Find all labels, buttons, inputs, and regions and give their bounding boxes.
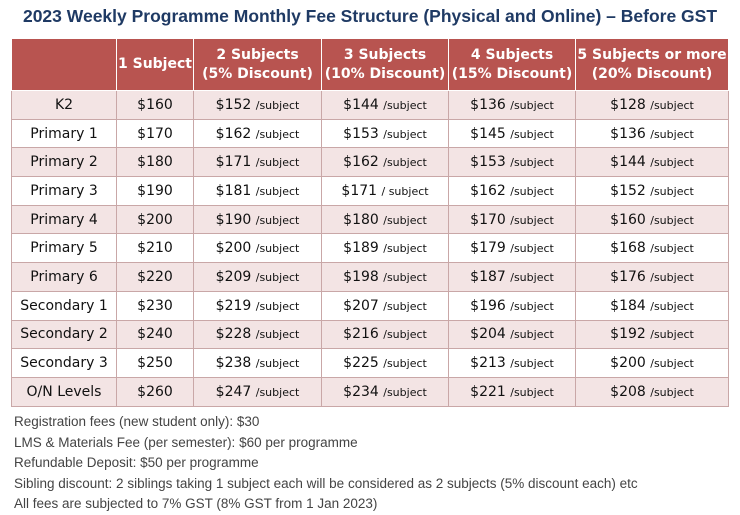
level-cell: K2: [12, 91, 117, 120]
fee-price: $171: [215, 154, 252, 171]
fee-unit: /subject: [255, 357, 300, 371]
fee-price: $207: [343, 297, 379, 314]
fee-cell: [576, 234, 729, 263]
fee-cell: [576, 148, 729, 177]
fee-price: $204: [470, 326, 506, 343]
header-row: [12, 39, 729, 91]
fee-price: $198: [343, 268, 379, 285]
fee-price: $250: [137, 355, 173, 372]
table-row: [12, 91, 729, 120]
fee-unit: /subject: [510, 127, 554, 141]
fee-cell: [449, 377, 576, 406]
fee-price: $210: [137, 240, 173, 257]
column-header-line1: 1 Subject: [118, 56, 192, 72]
fee-table-header: [12, 39, 729, 91]
fee-cell: [449, 205, 576, 234]
fee-unit: /subject: [255, 213, 300, 227]
fee-unit: /subject: [510, 357, 554, 371]
fee-cell: [322, 234, 449, 263]
fee-price: $240: [137, 326, 173, 343]
fee-unit: /subject: [383, 127, 427, 141]
fee-price: $152: [215, 96, 252, 113]
fee-cell: [576, 291, 729, 320]
fee-unit: /subject: [383, 213, 427, 227]
fee-cell: [194, 349, 322, 378]
column-header: [117, 39, 194, 91]
fee-cell: [576, 205, 729, 234]
fee-cell: [194, 291, 322, 320]
fee-price: $247: [215, 383, 252, 400]
fee-cell: [576, 377, 729, 406]
fee-cell: [117, 177, 194, 206]
table-row: [12, 263, 729, 292]
table-row: [12, 177, 729, 206]
fee-price: $260: [137, 383, 173, 400]
column-header: [449, 39, 576, 91]
fee-cell: [194, 320, 322, 349]
fee-price: $184: [610, 297, 646, 314]
table-row: [12, 291, 729, 320]
fee-price: $153: [343, 125, 379, 142]
fee-unit: /subject: [650, 156, 694, 170]
fee-price: $208: [610, 383, 646, 400]
fee-price: $190: [215, 211, 252, 228]
column-header-line2: (10% Discount): [324, 65, 446, 82]
fee-price: $168: [610, 240, 646, 257]
fee-price: $136: [610, 125, 646, 142]
fee-price: $219: [215, 297, 252, 314]
fee-cell: [322, 320, 449, 349]
fee-cell: [449, 119, 576, 148]
fee-unit: /subject: [510, 98, 554, 112]
fee-unit: /subject: [383, 328, 427, 342]
fee-price: $196: [470, 297, 506, 314]
fee-cell: [576, 320, 729, 349]
column-header: [194, 39, 322, 91]
fee-unit: /subject: [383, 270, 427, 284]
fee-cell: [576, 263, 729, 292]
fee-cell: [194, 377, 322, 406]
fee-price: $220: [137, 268, 173, 285]
fee-cell: [322, 377, 449, 406]
fee-unit: /subject: [383, 299, 427, 313]
fee-unit: /subject: [255, 98, 300, 112]
fee-cell: [117, 263, 194, 292]
column-header-line2: (5% Discount): [202, 65, 313, 82]
fee-price: $162: [215, 125, 252, 142]
fee-cell: [322, 205, 449, 234]
fee-cell: [322, 148, 449, 177]
fee-price: $144: [610, 154, 646, 171]
fee-price: $162: [343, 154, 379, 171]
fee-cell: [576, 349, 729, 378]
column-header-line1: 3 Subjects: [343, 46, 427, 63]
fee-price: $228: [215, 326, 252, 343]
note-line: Sibling discount: 2 siblings taking 1 subject each will be considered as 2 subjects (5% discount each) etc: [14, 475, 638, 491]
fee-unit: /subject: [650, 213, 694, 227]
fee-price: $200: [610, 355, 646, 372]
fee-cell: [117, 349, 194, 378]
fee-price: $160: [137, 96, 173, 113]
fee-price: $179: [470, 240, 506, 257]
fee-cell: [322, 119, 449, 148]
fee-price: $144: [343, 96, 379, 113]
fee-price: $176: [610, 268, 646, 285]
column-header-line1: 2 Subjects: [216, 46, 299, 63]
fee-cell: [117, 119, 194, 148]
fee-unit: /subject: [383, 242, 427, 256]
column-header: [12, 39, 117, 91]
fee-unit: /subject: [650, 270, 694, 284]
fee-unit: /subject: [650, 357, 694, 371]
fee-price: $170: [137, 125, 173, 142]
fee-cell: [576, 119, 729, 148]
level-cell: Primary 4: [12, 205, 117, 234]
fee-unit: / subject: [381, 184, 429, 198]
table-row: [12, 320, 729, 349]
fee-price: $145: [470, 125, 506, 142]
fee-cell: [194, 148, 322, 177]
fee-cell: [117, 377, 194, 406]
fee-price: $216: [343, 326, 379, 343]
fee-price: $180: [343, 211, 379, 228]
fee-unit: /subject: [510, 242, 554, 256]
fee-table: [11, 38, 729, 407]
note-line: All fees are subjected to 7% GST (8% GST from 1 Jan 2023): [14, 496, 378, 511]
level-cell: Primary 1: [12, 119, 117, 148]
fee-unit: /subject: [650, 385, 694, 399]
fee-unit: /subject: [510, 328, 554, 342]
fee-cell: [449, 349, 576, 378]
fee-unit: /subject: [255, 156, 300, 170]
level-cell: Secondary 2: [12, 320, 117, 349]
fee-cell: [117, 91, 194, 120]
fee-unit: /subject: [255, 242, 300, 256]
fee-price: $152: [610, 182, 646, 199]
fee-cell: [449, 177, 576, 206]
column-header-line2: (15% Discount): [451, 65, 573, 82]
fee-unit: /subject: [650, 98, 694, 112]
fee-unit: /subject: [510, 299, 554, 313]
fee-unit: /subject: [255, 299, 300, 313]
fee-unit: /subject: [650, 242, 694, 256]
fee-unit: /subject: [510, 213, 554, 227]
fee-cell: [449, 263, 576, 292]
level-cell: Primary 3: [12, 177, 117, 206]
fee-table-body: [12, 91, 729, 407]
fee-unit: /subject: [255, 270, 300, 284]
fee-price: $221: [470, 383, 506, 400]
level-cell: Secondary 1: [12, 291, 117, 320]
fee-cell: [449, 234, 576, 263]
level-cell: Primary 6: [12, 263, 117, 292]
fee-cell: [117, 320, 194, 349]
column-header-line1: 4 Subjects: [470, 46, 554, 63]
fee-cell: [576, 177, 729, 206]
fee-price: $234: [343, 383, 379, 400]
note-line: LMS & Materials Fee (per semester): $60 per programme: [14, 434, 358, 450]
fee-price: $181: [215, 182, 252, 199]
fee-cell: [449, 320, 576, 349]
fee-unit: /subject: [383, 98, 427, 112]
fee-unit: /subject: [650, 299, 694, 313]
fee-price: $213: [470, 355, 506, 372]
level-cell: Primary 5: [12, 234, 117, 263]
fee-cell: [194, 205, 322, 234]
fee-price: $200: [137, 211, 173, 228]
fee-notes: [14, 412, 638, 515]
level-cell: Secondary 3: [12, 349, 117, 378]
fee-cell: [117, 205, 194, 234]
fee-price: $230: [137, 297, 173, 314]
fee-cell: [449, 91, 576, 120]
fee-unit: /subject: [650, 328, 694, 342]
fee-price: $187: [470, 268, 506, 285]
table-row: [12, 349, 729, 378]
fee-cell: [322, 177, 449, 206]
fee-price: $209: [215, 268, 252, 285]
fee-price: $192: [610, 326, 646, 343]
fee-cell: [117, 234, 194, 263]
fee-price: $170: [470, 211, 506, 228]
note-line: Refundable Deposit: $50 per programme: [14, 455, 259, 470]
column-header-line2: (20% Discount): [591, 65, 713, 82]
fee-cell: [194, 263, 322, 292]
table-row: [12, 377, 729, 406]
fee-price: $225: [343, 355, 379, 372]
fee-unit: /subject: [255, 127, 300, 141]
fee-cell: [322, 91, 449, 120]
table-row: [12, 205, 729, 234]
level-cell: O/N Levels: [12, 377, 117, 406]
fee-unit: /subject: [650, 127, 694, 141]
table-row: [12, 119, 729, 148]
fee-unit: /subject: [510, 385, 554, 399]
fee-unit: /subject: [650, 184, 694, 198]
fee-cell: [117, 148, 194, 177]
fee-price: $153: [470, 154, 506, 171]
note-line: Registration fees (new student only): $30: [14, 414, 260, 429]
fee-cell: [194, 177, 322, 206]
fee-price: $180: [137, 154, 173, 171]
page-title: 2023 Weekly Programme Monthly Fee Structure (Physical and Online) – Before GST: [22, 6, 718, 26]
fee-price: $162: [470, 182, 506, 199]
fee-price: $190: [137, 182, 173, 199]
fee-unit: /subject: [255, 184, 300, 198]
fee-unit: /subject: [255, 328, 300, 342]
fee-cell: [117, 291, 194, 320]
fee-cell: [322, 291, 449, 320]
fee-cell: [194, 91, 322, 120]
fee-price: $238: [215, 355, 252, 372]
table-row: [12, 148, 729, 177]
fee-unit: /subject: [510, 184, 554, 198]
level-cell: Primary 2: [12, 148, 117, 177]
fee-unit: /subject: [510, 156, 554, 170]
fee-unit: /subject: [383, 357, 427, 371]
fee-unit: /subject: [255, 385, 300, 399]
fee-unit: /subject: [383, 156, 427, 170]
fee-price: $189: [343, 240, 379, 257]
column-header: [576, 39, 729, 91]
fee-cell: [194, 234, 322, 263]
fee-cell: [322, 263, 449, 292]
column-header: [322, 39, 449, 91]
fee-unit: /subject: [510, 270, 554, 284]
fee-cell: [449, 291, 576, 320]
fee-price: $128: [610, 96, 646, 113]
fee-price: $136: [470, 96, 506, 113]
fee-cell: [449, 148, 576, 177]
fee-price: $160: [610, 211, 646, 228]
fee-unit: /subject: [383, 385, 427, 399]
table-row: [12, 234, 729, 263]
fee-cell: [194, 119, 322, 148]
fee-cell: [322, 349, 449, 378]
fee-price: $200: [215, 240, 252, 257]
fee-cell: [576, 91, 729, 120]
fee-price: $171: [341, 182, 378, 199]
column-header-line1: 5 Subjects or more: [577, 46, 727, 63]
